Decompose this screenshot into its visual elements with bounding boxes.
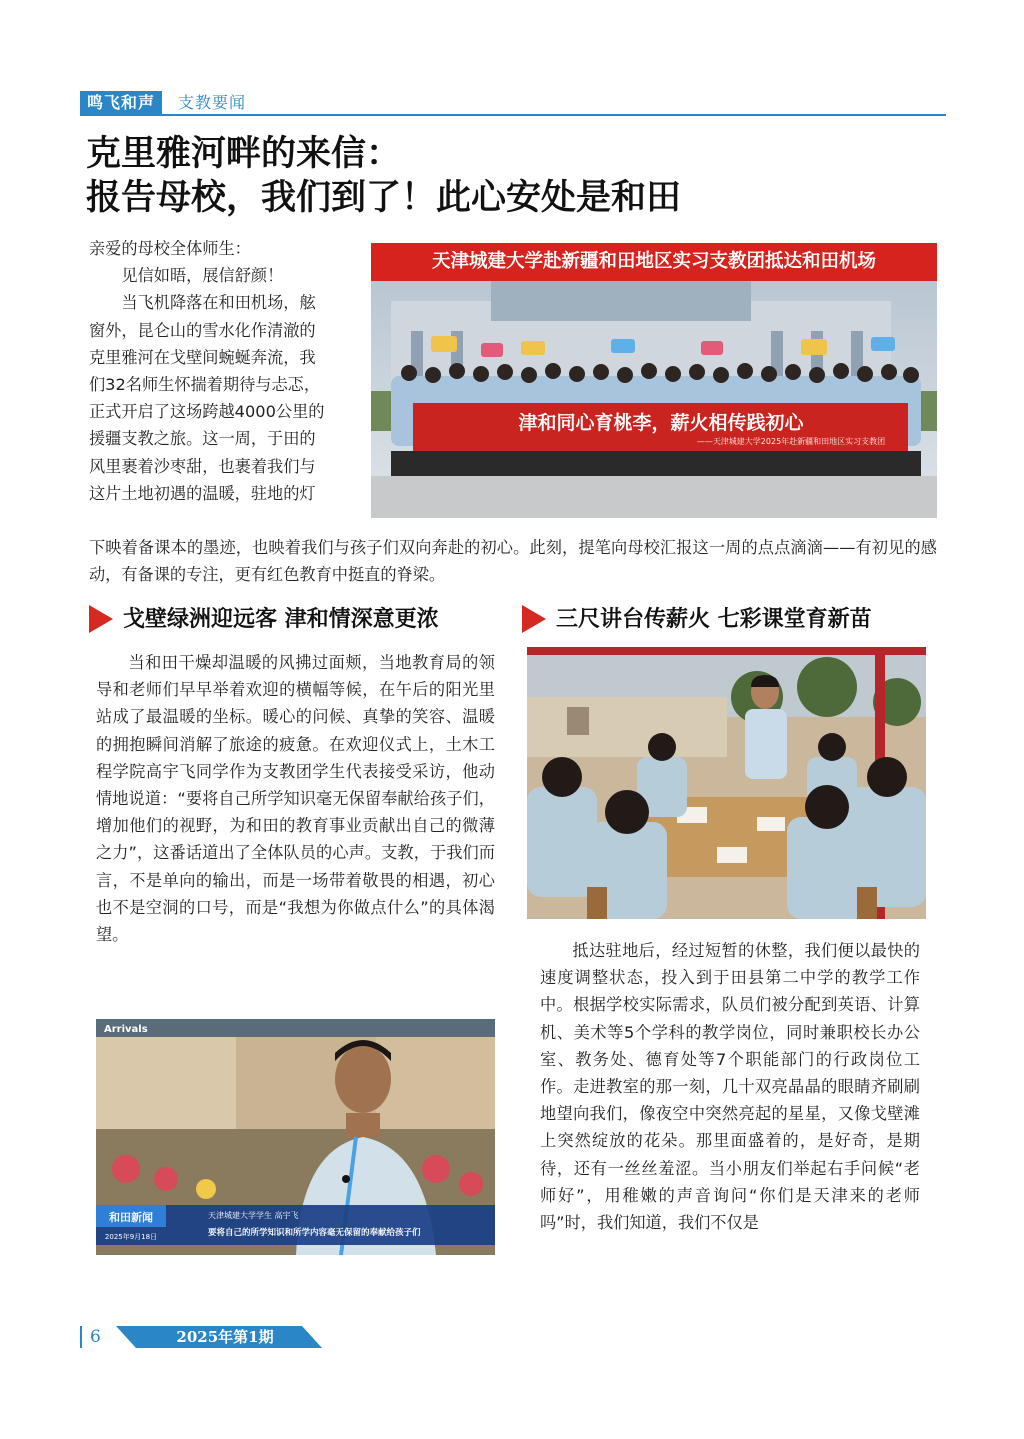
section-heading-text: 戈壁绿洲迎远客 津和情深意更浓	[123, 606, 439, 632]
triangle-marker-icon	[89, 605, 113, 633]
section2-text: 抵达驻地后，经过短暂的休整，我们便以最快的速度调整状态，投入到于田县第二中学的教学工作中。根据学校实际需求，队员们被分配到英语、计算机、美术等5个学科的教学岗位，同时兼职校长办公室、教务处、德育处等7个职能部门的行政岗位工作。走进教室的那一刻，几十双亮晶晶的眼睛齐刷刷地望向我们，像夜空中突然亮起的星星，又像戈壁滩上突然绽放的花朵。那里面盛着的，是好奇，是期待，还有一丝丝羞涩。当小朋友们举起右手问候“老师好”，用稚嫩的声音询问“你们是天津来的老师吗”时，我们知道，我们不仅是	[540, 941, 920, 1233]
news-subtitle-text: 要将自己的所学知识和所学内容毫无保留的奉献给孩子们	[208, 1228, 421, 1238]
news-logo-text: 和田新闻	[109, 1211, 153, 1224]
section-heading-classroom	[522, 604, 942, 634]
banner-sub-text: ——天津城建大学2025年赴新疆和田地区实习支教团	[696, 437, 886, 446]
banner-main-text: 津和同心育桃李，薪火相传践初心	[518, 412, 804, 434]
intro-line: 风里裹着沙枣甜，也裹着我们与	[89, 456, 316, 476]
interview-photo-image	[96, 1019, 495, 1255]
issue-label: 2025年第1期	[176, 1328, 274, 1346]
section1-text: 当和田干燥却温暖的风拂过面颊，当地教育局的领导和老师们早早举着欢迎的横幅等候，在午后的阳光里站成了最温暖的坐标。暖心的问候、真挚的笑容、温暖的拥抱瞬间消解了旅途的疲惫。在欢迎仪式上，土木工程学院高宇飞同学作为支教团学生代表接受采访，他动情地说道：“要将自己所学知识毫无保留奉献给孩子们，增加他们的视野，为和田的教育事业贡献出自己的微薄之力”，这番话道出了全体队员的心声。支教，于我们而言，不是单向的输出，而是一场带着敬畏的相遇，初心也不是空洞的口号，而是“我想为你做点什么”的具体渴望。	[96, 653, 495, 945]
intro-salute: 见信如晤，展信舒颜！	[121, 266, 284, 286]
meeting-photo-image	[527, 647, 926, 919]
intro-text	[89, 235, 359, 507]
page-number: 6	[90, 1327, 101, 1347]
group-photo-image	[371, 281, 937, 518]
intro-line: 当飞机降落在和田机场，舷	[121, 293, 316, 313]
intro-continuation: 下映着备课本的墨迹，也映着我们与孩子们双向奔赴的初心。此刻，提笔向母校汇报这一周的点点滴滴——有初见的感动，有备课的专注，更有红色教育中挺直的脊梁。	[89, 538, 937, 585]
interviewee-name-text: 天津城建大学学生 高宇飞	[208, 1211, 299, 1220]
title-line-2: 报告母校，我们到了！此心安处是和田	[86, 177, 682, 218]
intro-line: 这片土地初遇的温暖，驻地的灯	[89, 483, 316, 503]
group-photo	[371, 281, 937, 518]
column-subtitle: 支教要闻	[178, 93, 247, 112]
section-heading-welcome	[89, 604, 509, 634]
arrivals-sign-text: Arrivals	[104, 1024, 148, 1035]
intro-line: 窗外，昆仑山的雪水化作清澈的	[89, 320, 316, 340]
news-date-text: 2025年9月18日	[104, 1233, 158, 1241]
footer-bar	[80, 1326, 82, 1348]
interview-photo	[96, 1019, 495, 1255]
meeting-photo	[527, 647, 926, 919]
triangle-marker-icon	[522, 605, 546, 633]
title-line-1: 克里雅河畔的来信：	[86, 133, 402, 174]
photo1-caption: 天津城建大学赴新疆和田地区实习支教团抵达和田机场	[371, 243, 937, 281]
intro-line: 援疆支教之旅。这一周，于田的	[89, 429, 316, 449]
intro-line: 正式开启了这场跨越4000公里的	[89, 402, 325, 422]
section-heading-text: 三尺讲台传薪火 七彩课堂育新苗	[556, 606, 872, 632]
column-tag: 鸣飞和声	[80, 91, 162, 115]
header-rule	[80, 114, 946, 116]
intro-greeting: 亲爱的母校全体师生：	[89, 239, 251, 258]
intro-line: 们32名师生怀揣着期待与忐忑，	[89, 375, 321, 395]
intro-line: 克里雅河在戈壁间蜿蜒奔流，我	[89, 347, 316, 367]
article-title	[86, 132, 681, 220]
